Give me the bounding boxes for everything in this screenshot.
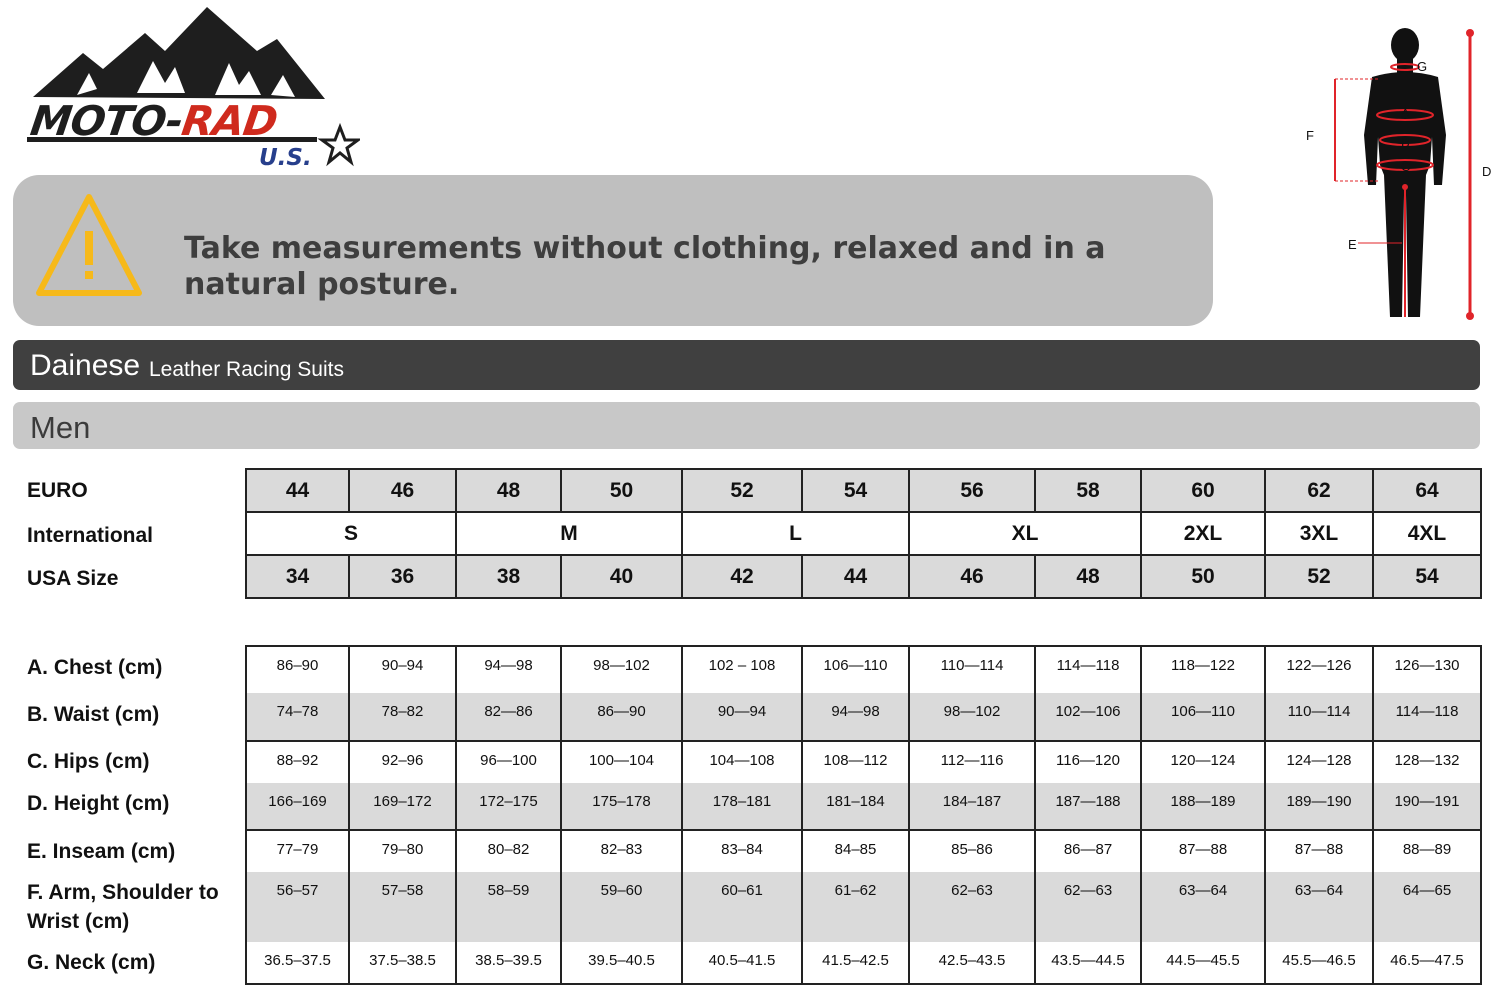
neck-cell: 36.5–37.5 — [246, 942, 349, 984]
waist-cell: 114—118 — [1373, 693, 1481, 741]
logo-word-right: RAD — [178, 97, 280, 145]
international-label: International — [27, 524, 154, 547]
size-conversion-table — [245, 468, 1482, 599]
euro-cell: 44 — [246, 469, 349, 512]
waist-cell: 98—102 — [909, 693, 1035, 741]
intl-cell: 2XL — [1141, 512, 1265, 555]
usa-cell: 44 — [802, 555, 909, 598]
usa-cell: 48 — [1035, 555, 1141, 598]
usa-cell: 36 — [349, 555, 456, 598]
intl-cell: S — [246, 512, 456, 555]
height-cell: 184–187 — [909, 783, 1035, 830]
intl-cell: L — [682, 512, 909, 555]
waist-cell: 74–78 — [246, 693, 349, 741]
inseam-cell: 82–83 — [561, 830, 682, 872]
label-a: A — [1401, 106, 1410, 121]
euro-cell: 56 — [909, 469, 1035, 512]
euro-cell: 64 — [1373, 469, 1481, 512]
usa-size-label: USA Size — [27, 567, 119, 590]
hips-label: C. Hips (cm) — [27, 750, 150, 773]
label-g: G — [1417, 59, 1428, 74]
height-cell: 175–178 — [561, 783, 682, 830]
euro-cell: 48 — [456, 469, 561, 512]
inseam-cell: 83–84 — [682, 830, 802, 872]
height-cell: 189—190 — [1265, 783, 1373, 830]
euro-cell: 52 — [682, 469, 802, 512]
height-cell: 190—191 — [1373, 783, 1481, 830]
arm-label-line1: F. Arm, Shoulder to — [27, 881, 219, 904]
label-e: E — [1348, 237, 1357, 252]
euro-cell: 58 — [1035, 469, 1141, 512]
arm-cell: 58–59 — [456, 872, 561, 942]
arm-cell: 62–63 — [909, 872, 1035, 942]
arm-cell: 63—64 — [1265, 872, 1373, 942]
neck-row — [246, 942, 1481, 984]
measurement-table — [245, 645, 1482, 985]
height-row — [246, 783, 1481, 830]
brand-logo — [25, 5, 360, 175]
arm-cell: 57–58 — [349, 872, 456, 942]
product-subtitle: Leather Racing Suits — [149, 358, 344, 381]
arm-label-line2: Wrist (cm) — [27, 910, 130, 933]
inseam-cell: 88—89 — [1373, 830, 1481, 872]
brand-name: Dainese — [30, 349, 141, 382]
chest-cell: 106—110 — [802, 646, 909, 693]
inseam-cell: 85–86 — [909, 830, 1035, 872]
chest-cell: 122—126 — [1265, 646, 1373, 693]
hips-cell: 88–92 — [246, 741, 349, 783]
waist-cell: 106—110 — [1141, 693, 1265, 741]
height-cell: 181–184 — [802, 783, 909, 830]
intl-cell: M — [456, 512, 682, 555]
label-d: D — [1482, 164, 1492, 179]
chest-label: A. Chest (cm) — [27, 656, 163, 679]
hips-cell: 104—108 — [682, 741, 802, 783]
neck-cell: 42.5–43.5 — [909, 942, 1035, 984]
chest-cell: 102 – 108 — [682, 646, 802, 693]
warning-icon — [33, 189, 145, 301]
arm-cell: 64—65 — [1373, 872, 1481, 942]
height-cell: 187—188 — [1035, 783, 1141, 830]
usa-cell: 40 — [561, 555, 682, 598]
neck-cell: 44.5—45.5 — [1141, 942, 1265, 984]
arm-cell: 56–57 — [246, 872, 349, 942]
section-header-bar — [13, 402, 1480, 449]
hips-cell: 92–96 — [349, 741, 456, 783]
waist-label: B. Waist (cm) — [27, 703, 160, 726]
inseam-cell: 79–80 — [349, 830, 456, 872]
body-measurement-figure — [1290, 25, 1500, 325]
arm-cell: 60–61 — [682, 872, 802, 942]
usa-cell: 54 — [1373, 555, 1481, 598]
hips-cell: 112—116 — [909, 741, 1035, 783]
neck-cell: 45.5—46.5 — [1265, 942, 1373, 984]
intl-cell: XL — [909, 512, 1141, 555]
intl-cell: 4XL — [1373, 512, 1481, 555]
brand-header-bar — [13, 340, 1480, 390]
euro-cell: 60 — [1141, 469, 1265, 512]
euro-cell: 46 — [349, 469, 456, 512]
hips-cell: 116—120 — [1035, 741, 1141, 783]
inseam-cell: 84–85 — [802, 830, 909, 872]
hips-cell: 120—124 — [1141, 741, 1265, 783]
waist-cell: 90—94 — [682, 693, 802, 741]
inseam-cell: 86—87 — [1035, 830, 1141, 872]
chest-row — [246, 646, 1481, 693]
inseam-cell: 77–79 — [246, 830, 349, 872]
measurement-notice — [13, 175, 1213, 326]
arm-cell: 59–60 — [561, 872, 682, 942]
logo-subtext: U.S. — [259, 145, 312, 171]
arm-cell: 61–62 — [802, 872, 909, 942]
usa-cell: 46 — [909, 555, 1035, 598]
neck-cell: 39.5–40.5 — [561, 942, 682, 984]
waist-row — [246, 693, 1481, 741]
notice-text: Take measurements without clothing, relaxed and in a natural posture. — [184, 231, 1106, 302]
intl-cell: 3XL — [1265, 512, 1373, 555]
euro-label: EURO — [27, 479, 88, 502]
chest-cell: 86–90 — [246, 646, 349, 693]
neck-cell: 37.5–38.5 — [349, 942, 456, 984]
label-f: F — [1306, 128, 1314, 143]
section-title: Men — [30, 410, 91, 445]
usa-cell: 52 — [1265, 555, 1373, 598]
label-c: C — [1401, 159, 1411, 174]
euro-cell: 62 — [1265, 469, 1373, 512]
hips-cell: 124—128 — [1265, 741, 1373, 783]
neck-label: G. Neck (cm) — [27, 951, 156, 974]
chest-cell: 110—114 — [909, 646, 1035, 693]
chest-cell: 118—122 — [1141, 646, 1265, 693]
neck-cell: 41.5–42.5 — [802, 942, 909, 984]
hips-cell: 128—132 — [1373, 741, 1481, 783]
inseam-label: E. Inseam (cm) — [27, 840, 176, 863]
waist-cell: 94—98 — [802, 693, 909, 741]
height-label: D. Height (cm) — [27, 792, 170, 815]
inseam-cell: 87—88 — [1141, 830, 1265, 872]
inseam-cell: 87—88 — [1265, 830, 1373, 872]
chest-cell: 126—130 — [1373, 646, 1481, 693]
neck-cell: 43.5—44.5 — [1035, 942, 1141, 984]
waist-cell: 86—90 — [561, 693, 682, 741]
height-cell: 169–172 — [349, 783, 456, 830]
body-silhouette-icon — [1290, 25, 1500, 325]
waist-cell: 78–82 — [349, 693, 456, 741]
hips-cell: 108—112 — [802, 741, 909, 783]
usa-cell: 34 — [246, 555, 349, 598]
neck-cell: 46.5—47.5 — [1373, 942, 1481, 984]
waist-cell: 82—86 — [456, 693, 561, 741]
waist-cell: 102—106 — [1035, 693, 1141, 741]
chest-cell: 114—118 — [1035, 646, 1141, 693]
logo-word-left: MOTO- — [27, 97, 186, 145]
height-cell: 166–169 — [246, 783, 349, 830]
height-cell: 188—189 — [1141, 783, 1265, 830]
chest-cell: 90–94 — [349, 646, 456, 693]
usa-cell: 50 — [1141, 555, 1265, 598]
height-cell: 178–181 — [682, 783, 802, 830]
label-b: B — [1401, 135, 1410, 150]
neck-cell: 40.5–41.5 — [682, 942, 802, 984]
international-row — [246, 512, 1481, 555]
euro-cell: 54 — [802, 469, 909, 512]
chest-cell: 94—98 — [456, 646, 561, 693]
usa-cell: 38 — [456, 555, 561, 598]
hips-cell: 96—100 — [456, 741, 561, 783]
neck-cell: 38.5–39.5 — [456, 942, 561, 984]
inseam-cell: 80–82 — [456, 830, 561, 872]
usa-row — [246, 555, 1481, 598]
logo-wordmark — [28, 97, 280, 145]
usa-cell: 42 — [682, 555, 802, 598]
arm-cell: 63—64 — [1141, 872, 1265, 942]
hips-cell: 100—104 — [561, 741, 682, 783]
euro-row — [246, 469, 1481, 512]
chest-cell: 98—102 — [561, 646, 682, 693]
euro-cell: 50 — [561, 469, 682, 512]
inseam-row — [246, 830, 1481, 872]
arm-cell: 62—63 — [1035, 872, 1141, 942]
height-cell: 172–175 — [456, 783, 561, 830]
waist-cell: 110—114 — [1265, 693, 1373, 741]
hips-row — [246, 741, 1481, 783]
arm-row — [246, 872, 1481, 942]
